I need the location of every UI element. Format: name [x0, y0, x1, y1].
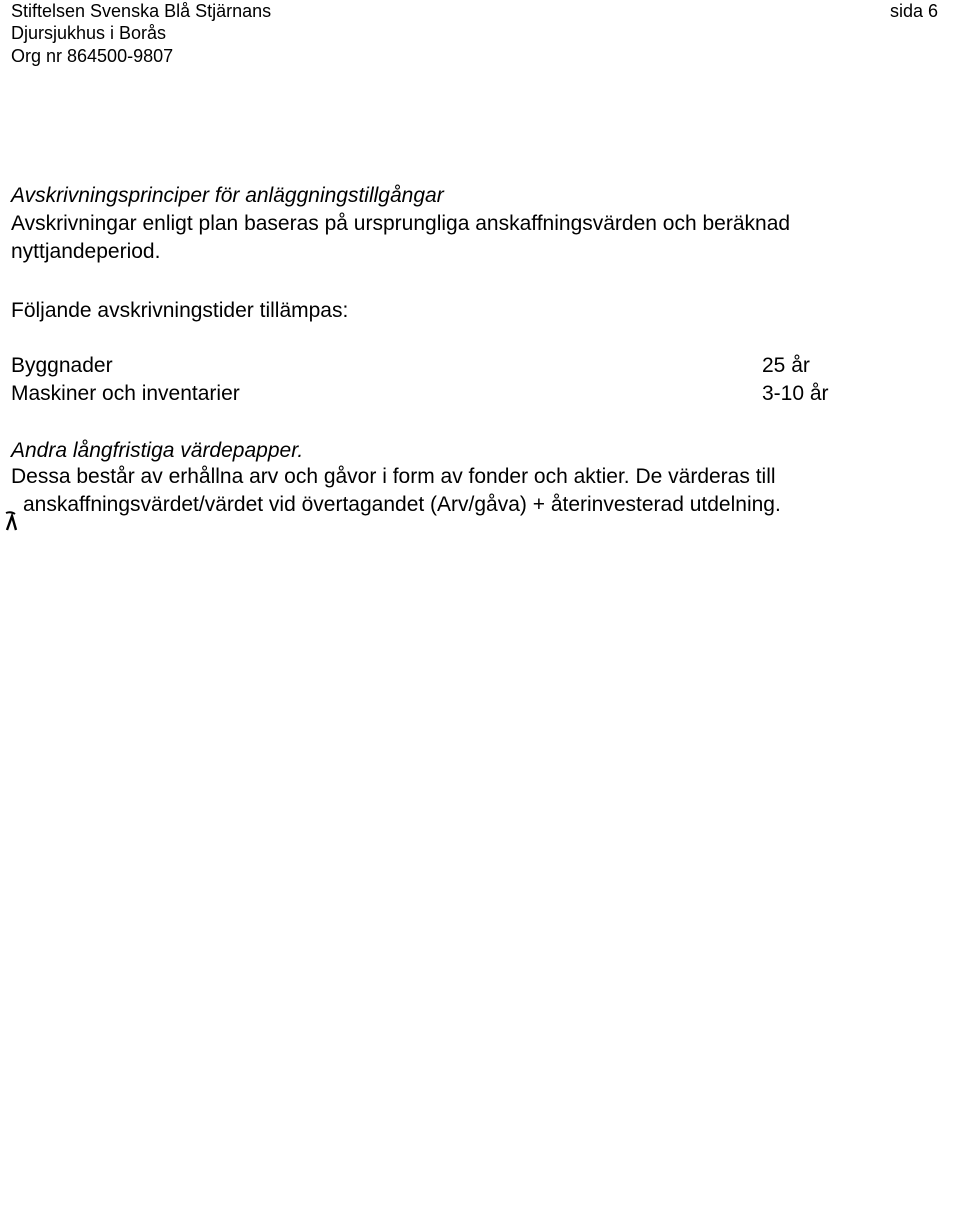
depreciation-text-line-2: nyttjandeperiod. [11, 240, 161, 263]
securities-text-line-1: Dessa består av erhållna arv och gåvor i form av fonder och aktier. De värderas till [11, 465, 776, 488]
depreciation-row-label: Byggnader [11, 354, 113, 377]
depreciation-times-intro: Följande avskrivningstider tillämpas: [11, 299, 349, 322]
organization-number: Org nr 864500-9807 [11, 46, 174, 66]
depreciation-principles-heading: Avskrivningsprinciper för anläggningstillgångar [11, 184, 444, 207]
depreciation-row-label: Maskiner och inventarier [11, 382, 240, 405]
organization-name: Stiftelsen Svenska Blå Stjärnans [11, 1, 272, 21]
page-number: sida 6 [889, 1, 938, 21]
organization-subtitle: Djursjukhus i Borås [11, 23, 167, 43]
securities-text-line-2: anskaffningsvärdet/värdet vid övertagandet (Arv/gåva) + återinvesterad utdelning. [23, 493, 781, 516]
depreciation-text-line-1: Avskrivningar enligt plan baseras på ursprungliga anskaffningsvärden och beräknad [11, 212, 791, 235]
securities-heading: Andra långfristiga värdepapper. [11, 439, 304, 462]
depreciation-row-value: 3-10 år [762, 382, 829, 405]
depreciation-row-value: 25 år [762, 354, 810, 377]
handwritten-mark-icon [4, 510, 18, 532]
